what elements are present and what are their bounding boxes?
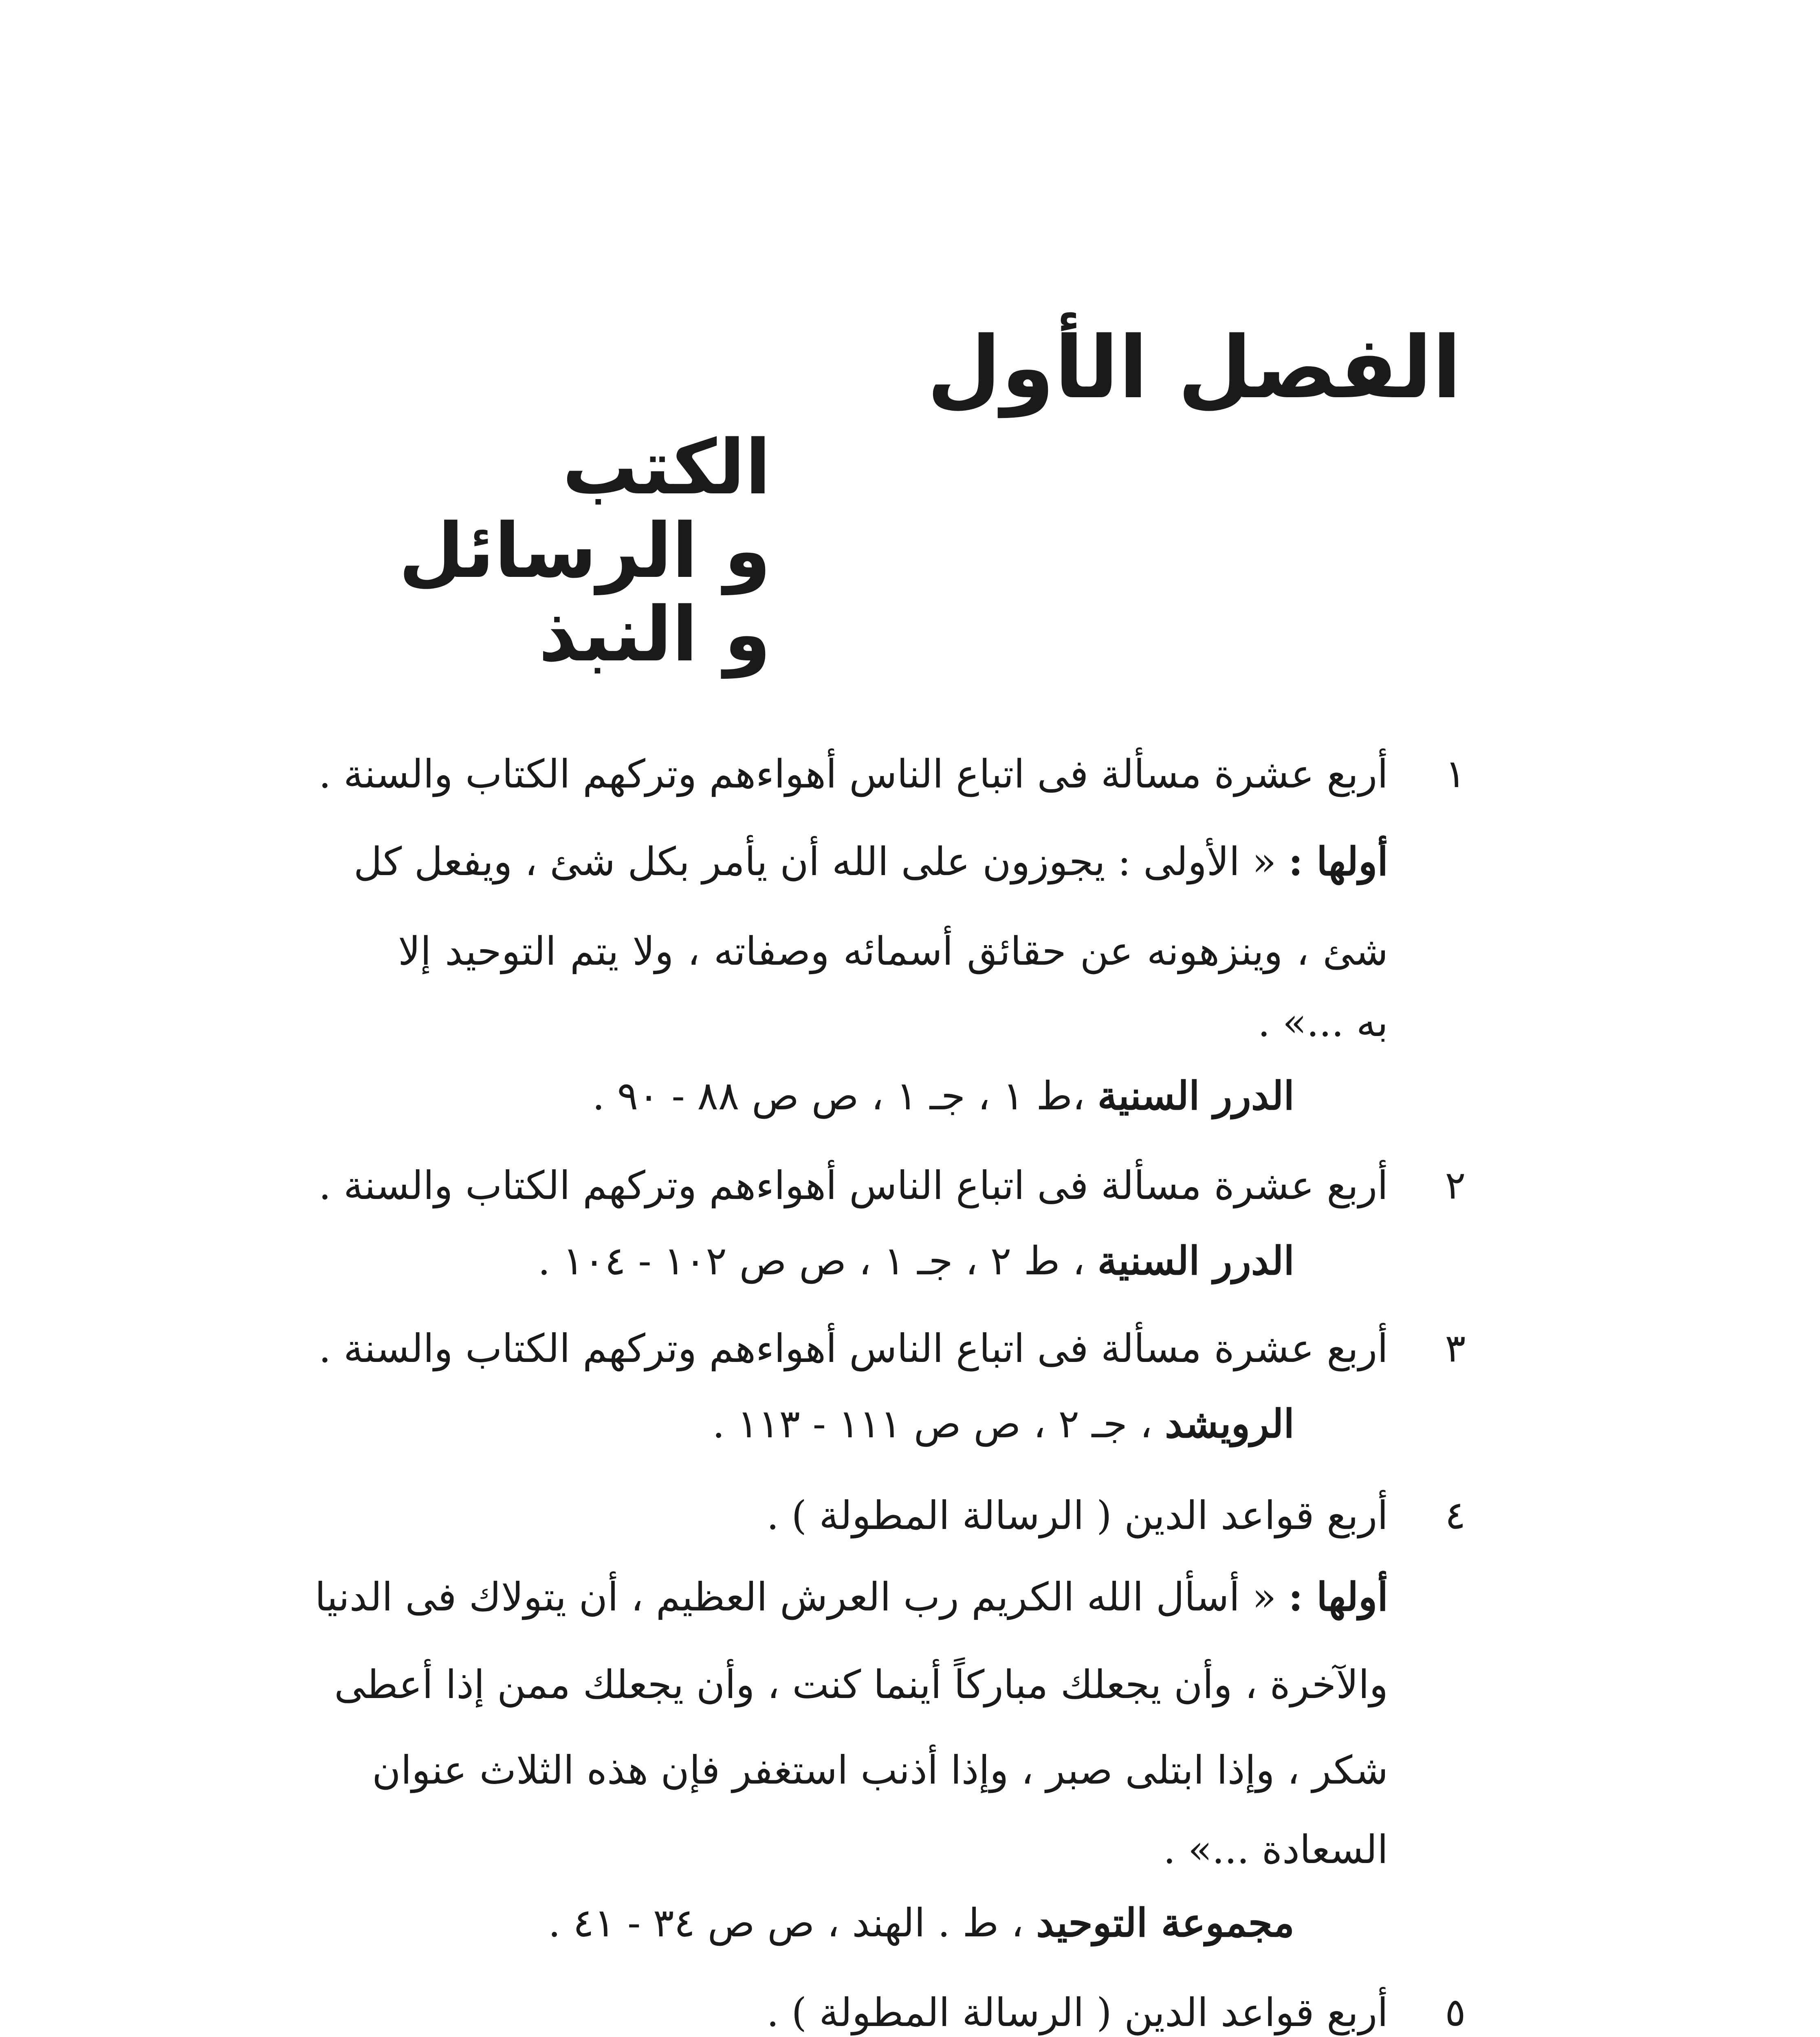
entry-number: ٢ <box>1445 1163 1466 1208</box>
entry-quote-line: السعادة ...» . <box>1163 1827 1388 1872</box>
reference-details: ، ط ٢ ، جـ ١ ، ص ص ١٠٢ - ١٠٤ . <box>538 1238 1085 1284</box>
entry-number: ٣ <box>1445 1326 1466 1371</box>
section-title-word: الرسائل <box>398 507 698 595</box>
chapter-title: الفصل الأول <box>927 318 1461 418</box>
entry-quote-line: شئ ، وينزهونه عن حقائق أسمائه وصفاته ، ولا يتم التوحيد إلا <box>398 928 1388 974</box>
quote-text: « أسأل الله الكريم رب العرش العظيم ، أن يتولاك فى الدنيا <box>315 1574 1276 1620</box>
section-title-word: النبذ <box>538 590 698 678</box>
entry-title: أربع عشرة مسألة فى اتباع الناس أهواءهم وتركهم الكتاب والسنة . <box>319 1326 1388 1371</box>
entry-quote-line <box>315 1573 1388 1621</box>
entry-reference <box>712 1399 1294 1448</box>
entry-reference <box>592 1071 1294 1120</box>
entry-quote-line: شكر ، وإذا ابتلى صبر ، وإذا أذنب استغفر فإن هذه الثلاث عنوان <box>372 1747 1388 1793</box>
section-title-conjunction: و <box>724 590 771 678</box>
reference-source: الرويشد <box>1165 1401 1294 1447</box>
reference-source: الدرر السنية <box>1097 1238 1294 1284</box>
entry-number: ١ <box>1445 752 1466 796</box>
quote-text: « الأولى : يجوزون على الله أن يأمر بكل شئ ، ويفعل كل <box>353 839 1276 884</box>
reference-source: الدرر السنية <box>1097 1073 1294 1119</box>
section-title-line-3 <box>368 590 771 678</box>
section-title-word: الكتب <box>562 423 771 511</box>
entry-number: ٥ <box>1445 1990 1466 2035</box>
section-title-line-2 <box>368 509 771 593</box>
entry-quote-line <box>353 837 1388 886</box>
section-title-conjunction: و <box>724 507 771 595</box>
section-title-line-1 <box>368 423 771 511</box>
entry-title: أربع قواعد الدين ( الرسالة المطولة ) . <box>766 1493 1388 1538</box>
entry-number: ٤ <box>1445 1493 1466 1538</box>
reference-source: مجموعة التوحيد <box>1036 1900 1294 1946</box>
entry-reference <box>548 1898 1294 1947</box>
decorative-section-title <box>368 423 771 678</box>
reference-details: ،ط ١ ، جـ ١ ، ص ص ٨٨ - ٩٠ . <box>592 1073 1085 1119</box>
quote-label: أولها : <box>1288 1574 1388 1620</box>
entry-title: أربع عشرة مسألة فى اتباع الناس أهواءهم وتركهم الكتاب والسنة . <box>319 1163 1388 1208</box>
quote-label: أولها : <box>1288 838 1388 884</box>
entry-title: أربع قواعد الدين ( الرسالة المطولة ) . <box>766 1990 1388 2035</box>
entry-reference <box>538 1236 1294 1285</box>
reference-details: ، جـ ٢ ، ص ص ١١١ - ١١٣ . <box>712 1401 1153 1447</box>
entry-quote-line: والآخرة ، وأن يجعلك مباركاً أينما كنت ، وأن يجعلك ممن إذا أعطى <box>334 1662 1388 1707</box>
entry-title: أربع عشرة مسألة فى اتباع الناس أهواءهم وتركهم الكتاب والسنة . <box>319 751 1388 797</box>
entry-quote-line: به ...» . <box>1257 1000 1388 1045</box>
reference-details: ، ط . الهند ، ص ص ٣٤ - ٤١ . <box>548 1900 1024 1946</box>
